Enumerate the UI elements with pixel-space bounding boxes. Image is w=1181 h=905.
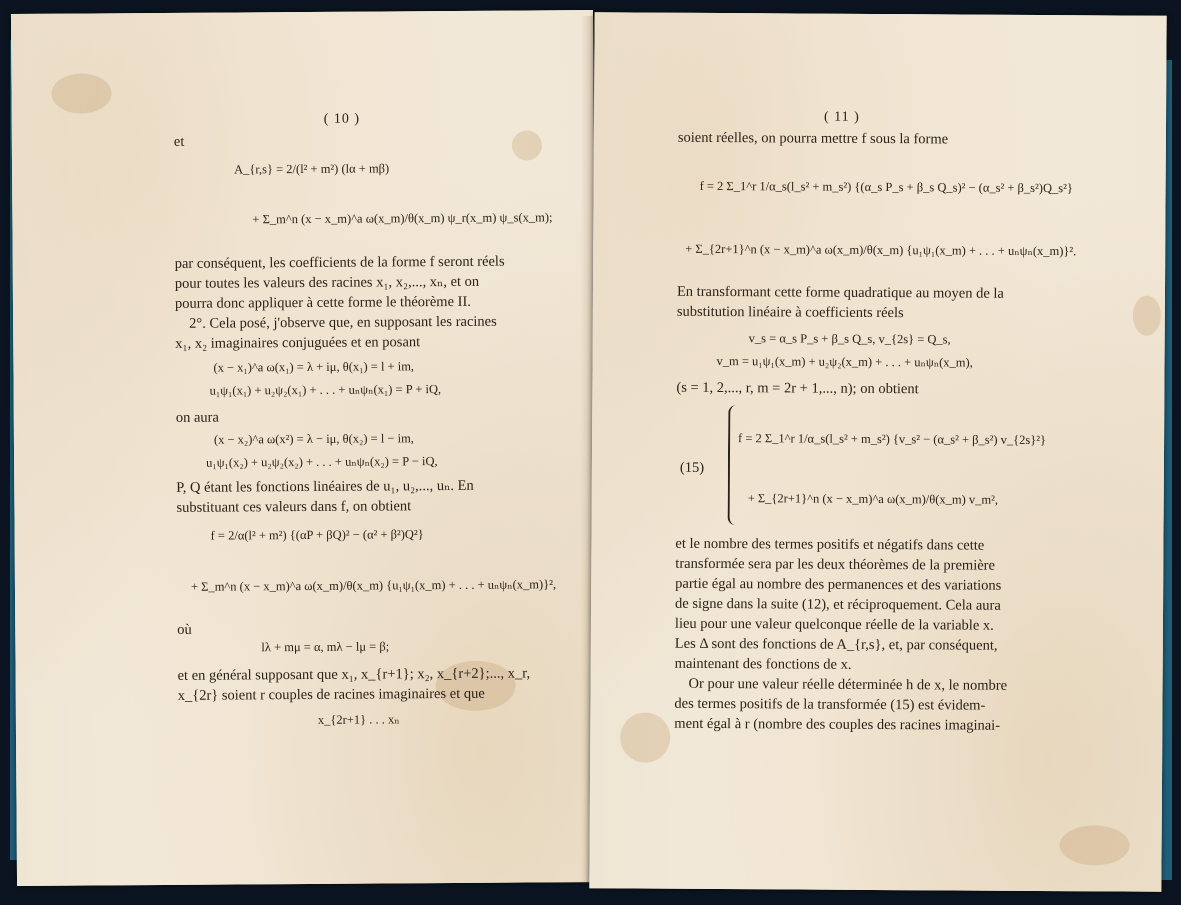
text-line: x₁, x₂ imaginaires conjuguées et en posant [175, 334, 421, 352]
text-line: et en général supposant que x₁, x_{r+1}; x₂, x_{r+2};..., x_r, [177, 665, 531, 684]
text-line: substituant ces valeurs dans f, on obtient [176, 498, 412, 516]
equation: + Σ_{2r+1}^n (x − x_m)^a ω(x_m)/θ(x_m) v_m², [747, 491, 999, 507]
foxing-spot [1059, 825, 1129, 865]
foxing-spot [512, 130, 542, 160]
foxing-spot [51, 73, 111, 113]
text-line: pourra donc appliquer à cette forme le théorème II. [174, 293, 471, 312]
equation: A_{r,s} = 2/(l² + m²) (lα + mβ) [234, 161, 390, 177]
text-line: maintenant des fonctions de x. [674, 655, 852, 673]
equation-number: (15) [679, 459, 705, 476]
equation: f = 2 Σ_1^r 1/α_s(l_s² + m_s²) {(α_s P_s + β_s Q_s)² − (α_s² + β_s²)Q_s²} [699, 178, 1073, 196]
text-line: (s = 1, 2,..., r, m = 2r + 1,..., n); on obtient [676, 379, 919, 398]
text-line: et le nombre des termes positifs et négatifs dans cette [675, 535, 985, 554]
text-line: soient réelles, on pourra mettre f sous la forme [677, 129, 949, 148]
equation: v_s = α_s P_s + β_s Q_s, v_{2s} = Q_s, [748, 331, 951, 347]
equation: + Σ_{2r+1}^n (x − x_m)^a ω(x_m)/θ(x_m) {u₁ψ₁(x_m) + . . . + uₙψₙ(x_m)}². [685, 241, 1077, 259]
equation: x_{2r+1} . . . xₙ [317, 712, 400, 727]
equation: f = 2/α(l² + m²) {(αP + βQ)² − (α² + β²)Q²} [210, 527, 424, 543]
text-line: Les Δ sont des fonctions de A_{r,s}, et, par conséquent, [674, 635, 998, 654]
text-line: des termes positifs de la transformée (15) est évidem- [674, 695, 986, 714]
text-line: partie égal au nombre des permanences et des variations [675, 575, 1002, 594]
equation: (x − x₂)^a ω(x²) = λ − iμ, θ(x₂) = l − im, [213, 431, 414, 447]
text-line: lieu pour une valeur quelconque réelle de la variable x. [674, 615, 994, 634]
equation: f = 2 Σ_1^r 1/α_s(l_s² + m_s²) {v_s² − (α_s² + β_s²) v_{2s}²} [738, 431, 1047, 448]
equation: u₁ψ₁(x₁) + u₂ψ₂(x₁) + . . . + uₙψₙ(x₁) = P + iQ, [209, 382, 442, 398]
equation: + Σ_m^n (x − x_m)^a ω(x_m)/θ(x_m) {u₁ψ₁(x_m) + . . . + uₙψₙ(x_m)}², [190, 577, 557, 594]
text-line: où [177, 621, 192, 638]
text-line: de signe dans la suite (12), et réciproquement. Cela aura [675, 595, 1001, 614]
text-line: x_{2r} soient r couples de racines imaginaires et que [177, 685, 485, 704]
text-line: pour toutes les valeurs des racines x₁, x₂,..., xₙ, et on [174, 273, 480, 292]
foxing-spot [620, 712, 670, 762]
text-line: par conséquent, les coefficients de la forme f seront réels [174, 253, 505, 272]
text-line: ment égal à r (nombre des couples des racines imaginai- [674, 715, 1001, 734]
text-line: et [173, 133, 185, 150]
equation-brace [728, 405, 739, 525]
equation: v_m = u₁ψ₁(x_m) + u₂ψ₂(x_m) + . . . + uₙψₙ(x_m), [716, 354, 973, 370]
text-line: P, Q étant les fonctions linéaires de u₁, u₂,..., uₙ. En [176, 477, 474, 496]
text-line: Or pour une valeur réelle déterminée h de x, le nombre [688, 675, 1008, 694]
left-page [11, 10, 599, 886]
equation: lλ + mμ = α, mλ − lμ = β; [261, 639, 390, 655]
equation: + Σ_m^n (x − x_m)^a ω(x_m)/θ(x_m) ψ_r(x_m) ψ_s(x_m); [252, 210, 553, 227]
equation: (x − x₁)^a ω(x₁) = λ + iμ, θ(x₁) = l + im, [213, 359, 415, 375]
text-line: on aura [175, 409, 219, 426]
page-number: ( 11 ) [823, 109, 860, 125]
foxing-spot [1133, 296, 1161, 336]
text-line: 2°. Cela posé, j'observe que, en supposant les racines [189, 313, 497, 332]
right-page [589, 12, 1166, 891]
equation: u₁ψ₁(x₂) + u₂ψ₂(x₂) + . . . + uₙψₙ(x₂) = P − iQ, [206, 454, 438, 470]
text-line: En transformant cette forme quadratique au moyen de la [676, 283, 1004, 302]
page-number: ( 10 ) [323, 111, 361, 127]
text-line: transformée sera par les deux théorèmes de la première [675, 555, 996, 574]
text-line: substitution linéaire à coefficients réels [676, 303, 904, 322]
